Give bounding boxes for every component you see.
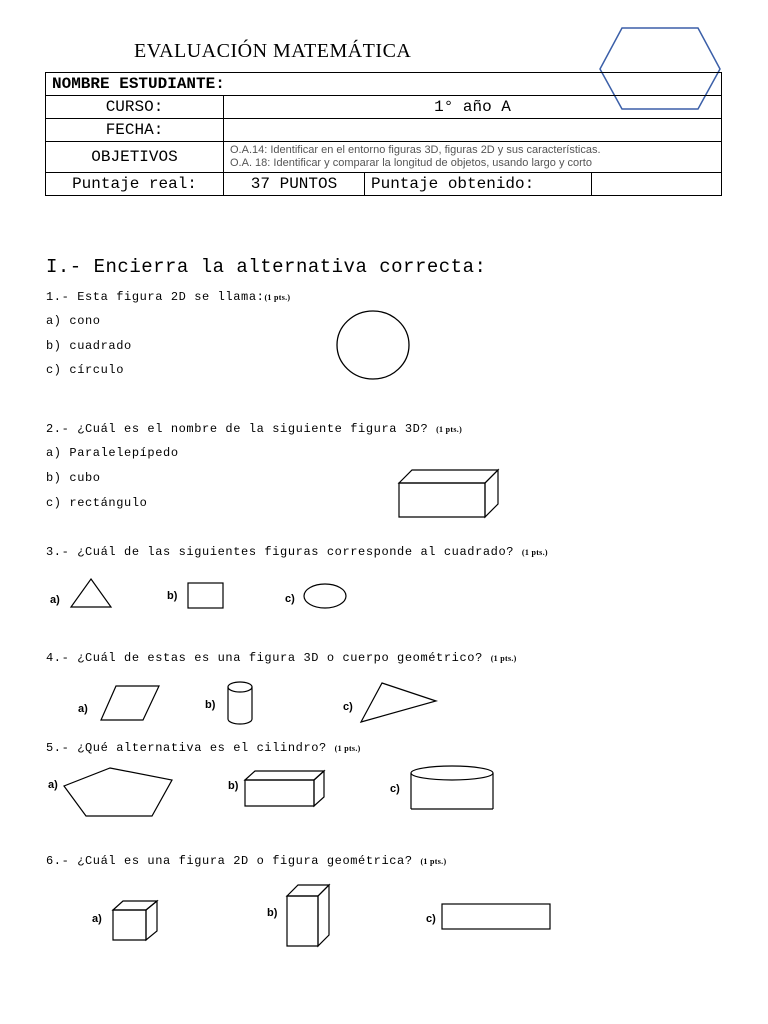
q3-label-c[interactable]: c)	[285, 593, 295, 605]
puntaje-real-label: Puntaje real:	[46, 173, 224, 196]
q1-option-c[interactable]: c) círculo	[46, 363, 125, 377]
circle-figure	[336, 310, 412, 382]
question-2-pts: (1 pts.)	[436, 425, 463, 434]
q1-option-b[interactable]: b) cuadrado	[46, 339, 132, 353]
q5-label-a[interactable]: a)	[48, 779, 58, 791]
wide-cylinder-icon[interactable]	[410, 765, 496, 813]
q2-option-a[interactable]: a) Paralelepípedo	[46, 446, 179, 460]
q6-label-b[interactable]: b)	[267, 907, 278, 919]
q1-option-a[interactable]: a) cono	[46, 314, 101, 328]
question-6	[46, 854, 446, 868]
question-1-text: 1.- Esta figura 2D se llama:	[46, 290, 265, 304]
fecha-field[interactable]	[224, 119, 722, 142]
q3-label-a[interactable]: a)	[50, 594, 60, 606]
nombre-label: NOMBRE ESTUDIANTE:	[46, 73, 722, 96]
question-3-text: 3.- ¿Cuál de las siguientes figuras corresponde al cuadrado?	[46, 545, 515, 559]
fecha-label: FECHA:	[46, 119, 224, 142]
question-4	[46, 651, 517, 665]
puntaje-obtenido-label: Puntaje obtenido:	[365, 173, 592, 196]
q5-label-c[interactable]: c)	[390, 783, 400, 795]
ellipse-icon[interactable]	[303, 583, 349, 611]
question-3-pts: (1 pts.)	[521, 548, 548, 557]
question-6-pts: (1 pts.)	[420, 857, 447, 866]
q5-label-b[interactable]: b)	[228, 780, 239, 792]
cube-icon[interactable]	[112, 900, 160, 942]
q4-label-b[interactable]: b)	[205, 699, 216, 711]
triangle-icon[interactable]	[70, 578, 112, 610]
parallelogram-icon[interactable]	[100, 685, 160, 721]
objetivos-label: OBJETIVOS	[46, 142, 224, 173]
question-1-pts: (1 pts.)	[264, 293, 291, 302]
curso-value: 1° año A	[224, 96, 722, 119]
question-4-pts: (1 pts.)	[490, 654, 517, 663]
rectangle-icon[interactable]	[441, 903, 553, 931]
cylinder-icon[interactable]	[226, 681, 256, 725]
section-title: I.- Encierra la alternativa correcta:	[46, 256, 487, 278]
prism-icon[interactable]	[244, 770, 326, 808]
question-6-text: 6.- ¿Cuál es una figura 2D o figura geométrica?	[46, 854, 413, 868]
exam-title: EVALUACIÓN MATEMÁTICA	[134, 40, 412, 62]
q2-option-c[interactable]: c) rectángulo	[46, 496, 148, 510]
student-info-table	[45, 72, 722, 196]
q2-option-b[interactable]: b) cubo	[46, 471, 101, 485]
q6-label-a[interactable]: a)	[92, 913, 102, 925]
objetivo-2: O.A. 18: Identificar y comparar la longitud de objetos, usando largo y corto	[230, 157, 592, 169]
curso-label: CURSO:	[46, 96, 224, 119]
question-2-text: 2.- ¿Cuál es el nombre de la siguiente figura 3D?	[46, 422, 429, 436]
puntaje-real-value: 37 PUNTOS	[224, 173, 365, 196]
question-3	[46, 545, 548, 559]
pentagon-icon[interactable]	[62, 766, 174, 820]
q6-label-c[interactable]: c)	[426, 913, 436, 925]
q3-label-b[interactable]: b)	[167, 590, 178, 602]
q4-label-c[interactable]: c)	[343, 701, 353, 713]
puntaje-obtenido-field[interactable]	[592, 173, 722, 196]
square-icon[interactable]	[187, 582, 225, 610]
scalene-triangle-icon[interactable]	[360, 682, 438, 724]
question-1	[46, 290, 290, 304]
box-3d-figure	[398, 469, 502, 519]
objetivo-1: O.A.14: Identificar en el entorno figuras 3D, figuras 2D y sus características.	[230, 144, 601, 156]
question-4-text: 4.- ¿Cuál de estas es una figura 3D o cuerpo geométrico?	[46, 651, 483, 665]
tall-prism-icon[interactable]	[286, 884, 332, 948]
question-5	[46, 741, 361, 755]
question-2	[46, 422, 462, 436]
question-5-text: 5.- ¿Qué alternativa es el cilindro?	[46, 741, 327, 755]
q4-label-a[interactable]: a)	[78, 703, 88, 715]
question-5-pts: (1 pts.)	[334, 744, 361, 753]
objetivos-text	[224, 142, 722, 173]
